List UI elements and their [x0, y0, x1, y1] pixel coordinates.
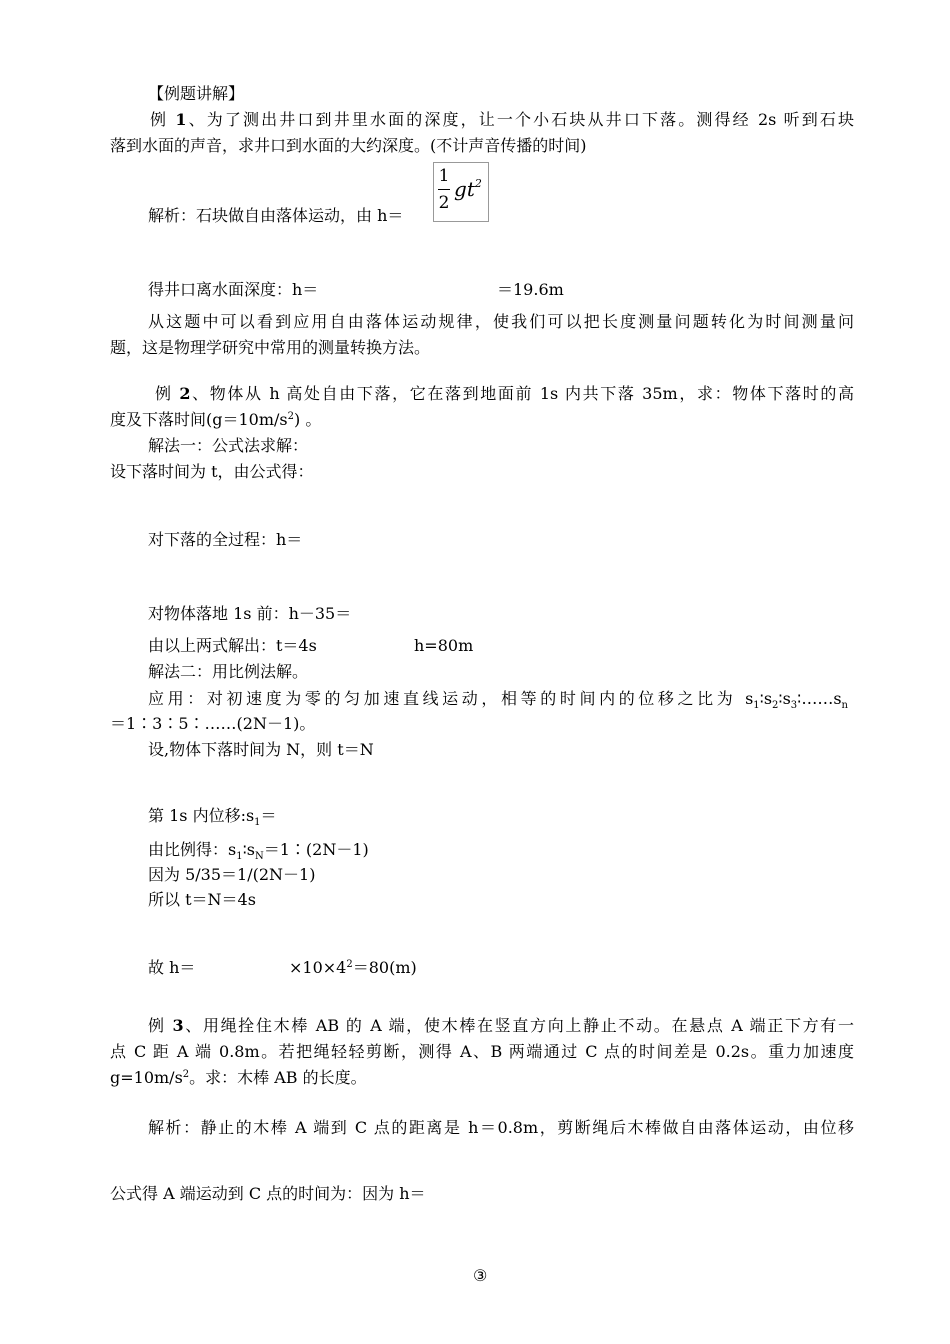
- g-symbol: g: [454, 177, 467, 201]
- fraction-denominator: 2: [438, 193, 450, 213]
- method-2-setup: 设,物体下落时间为 N，则 t＝N: [148, 740, 374, 759]
- fraction-one-half: [438, 166, 450, 213]
- example-1-comment-line-1: 从这题中可以看到应用自由落体运动规律，使我们可以把长度测量问题转化为时间测量问: [148, 312, 854, 331]
- method-2-ratio-line-2: ＝1∶3∶5∶……(2N－1)。: [110, 714, 316, 733]
- page-number: ③: [473, 1266, 488, 1285]
- method-2-ratio-line-1: 应用：对初速度为零的匀加速直线运动，相等的时间内的位移之比为 $s_1∶s_2∶s_3∶\dots\dots s_n$: [148, 689, 848, 711]
- example-3-question-line-2: 点 C 距 A 端 0.8m。若把绳轻轻剪断，测得 A、B 两端通过 C 点的时间差是 0.2s。重力加速度: [110, 1042, 854, 1061]
- fraction-numerator: 1: [438, 166, 450, 186]
- g-t-squared: [454, 177, 482, 201]
- section-heading: 【例题讲解】: [148, 84, 245, 103]
- example-3-question-line-3: $g=10m/s^2$。求：木棒 AB 的长度。: [110, 1068, 367, 1087]
- method-1-before-landing: 对物体落地 1s 前：h－35＝: [148, 604, 352, 623]
- example-2-question-line-2: 度及下落时间$(g=10m/s^2)$ 。: [110, 410, 322, 429]
- question-text: 、用绳拴住木棒 AB 的 A 端，使木棒在竖直方向上静止不动。在悬点 A 端正下方有一: [183, 1016, 854, 1035]
- method-2-because: 因为 5/35＝1/(2N－1): [148, 865, 316, 884]
- method-2-height-result: $\times 10\times 4^2=80(m)$: [289, 958, 417, 977]
- question-text: 、为了测出井口到井里水面的深度，让一个小石块从井口下落。测得经 2s 听到石块: [186, 110, 854, 129]
- method-2-title: 解法二：用比例法解。: [148, 662, 309, 681]
- method-1-solution-t: 由以上两式解出：t＝4s: [148, 636, 317, 655]
- method-2-height-label: 故 h＝: [148, 958, 196, 977]
- example-label: 例: [148, 1016, 166, 1035]
- example-label: 例: [150, 110, 169, 129]
- superscript: 2: [287, 411, 294, 422]
- example-1-depth-label: 得井口离水面深度：h＝: [148, 280, 319, 299]
- formula-half-g-t-squared: [433, 162, 489, 222]
- example-number: 3: [172, 1016, 184, 1035]
- example-number: 1: [175, 110, 187, 129]
- method-1-solution-h: h=80m: [414, 636, 474, 655]
- example-1-analysis: 解析：石块做自由落体运动，由 h＝: [148, 206, 404, 225]
- method-2-first-second: 第 1s 内位移$:s_1=$: [148, 806, 277, 828]
- fraction-bar: [438, 189, 450, 190]
- example-number: 2: [179, 384, 191, 403]
- t-symbol: t: [466, 177, 475, 201]
- question-text: 、物体从 h 高处自由下落，它在落到地面前 1s 内共下落 35m，求：物体下落时的高: [190, 384, 854, 403]
- example-1-question-line-2: 落到水面的声音，求井口到水面的大约深度。(不计声音传播的时间): [110, 136, 587, 155]
- example-2-question-line-1: [155, 384, 854, 404]
- example-1-question-line-1: [150, 110, 854, 130]
- method-2-ratio: 由比例得：$s_1∶s_N=1∶(2N-1)$: [148, 840, 369, 862]
- example-3-analysis-line-2: 公式得 A 端运动到 C 点的时间为：因为 h＝: [110, 1184, 426, 1203]
- example-3-analysis-line-1: 解析：静止的木棒 A 端到 C 点的距离是 h＝0.8m，剪断绳后木棒做自由落体运动，由位移: [148, 1118, 854, 1137]
- example-1-comment-line-2: 题，这是物理学研究中常用的测量转换方法。: [110, 338, 431, 357]
- method-1-whole-process: 对下落的全过程：h＝: [148, 530, 303, 549]
- example-3-question-line-1: [148, 1016, 854, 1036]
- method-1-setup: 设下落时间为 t，由公式得：: [110, 462, 314, 481]
- method-2-therefore: 所以 t＝N＝4s: [148, 890, 256, 909]
- method-1-title: 解法一：公式法求解：: [148, 436, 309, 455]
- example-1-depth-result: ＝19.6m: [497, 280, 564, 299]
- example-label: 例: [155, 384, 173, 403]
- exponent: 2: [474, 177, 482, 190]
